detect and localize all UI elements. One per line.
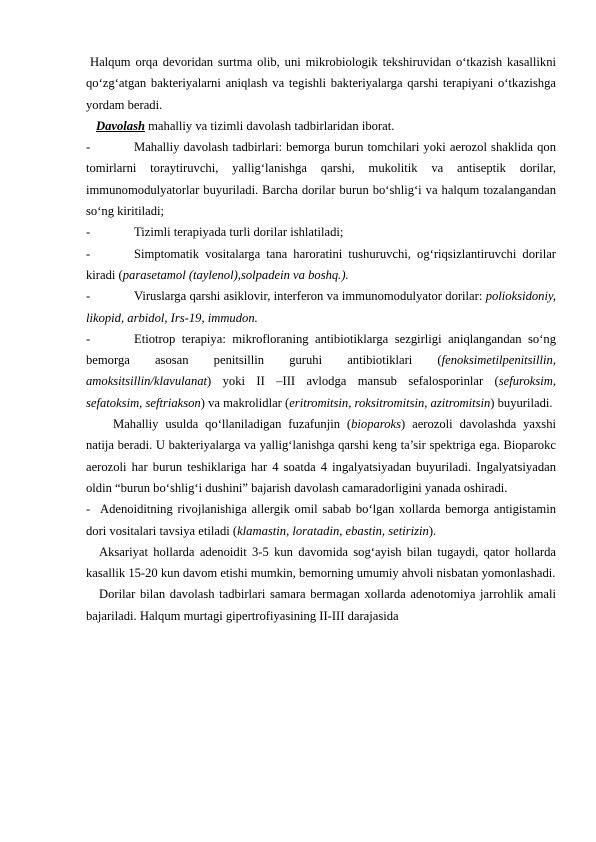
paragraph-text: Aksariyat hollarda adenoidit 3-5 kun davomida sog‘ayish bilan tugaydi, qator hollarda kasallik 15-20 kun davom etishi mumkin, bemorning umumiy ahvoli nisbatan yomonlashadi. [86, 544, 556, 581]
bullet-marker: - [86, 331, 91, 346]
paragraph-course [86, 542, 556, 585]
list-item-text: Etiotrop terapiya: mikrofloraning antibiotiklarga sezgirligi aniqlangandan so‘ng bemorga asosan penitsillin guruhi antibiotiklari ( [86, 331, 556, 368]
paragraph-text: Halqum orqa devoridan surtma olib, uni mikrobiologik tekshiruvidan o‘tkazish kasallikni qo‘zg‘atgan bakteriyalarni aniqlash va tegishli bakteriyalarga qarshi terapiyani o‘tkazishga yordam beradi. [86, 55, 556, 112]
list-item-text: Tizimli terapiyada turli dorilar ishlatiladi; [134, 225, 344, 240]
drug-names: polioksidoniy, likopid, arbidol, Irs-19, immudon. [86, 289, 556, 325]
paragraph-throat-swab [86, 52, 556, 116]
list-item-systemic-therapy [86, 222, 556, 243]
paragraph-surgery [86, 584, 556, 627]
list-item-text: Mahalliy davolash tadbirlari: bemorga burun tomchilari yoki aerozol shaklida qon tomirlarni toraytiruvchi, yallig‘lanishga qarshi, mukolitik va antiseptik dorilar, immunomodulyatorlar buyuriladi. Barcha dorilar burun bo‘shlig‘i va halqum tozalangandan so‘ng kiritiladi; [86, 140, 556, 219]
list-item-local-treatment [86, 137, 556, 222]
list-item-text: ) yoki II –III avlodga mansub sefalosporinlar ( [207, 374, 499, 389]
drug-names: eritromitsin, roksitromitsin, azitromitsin [289, 395, 491, 410]
paragraph-treatment-intro [86, 116, 556, 137]
document-page [86, 52, 556, 627]
section-lead-treatment: Davolash [96, 118, 145, 133]
bullet-marker: - [86, 246, 91, 261]
paragraph-text: mahalliy va tizimli davolash tadbirlaridan iborat. [144, 118, 395, 133]
drug-names: sefuroksim, sefatoksim, seftriakson [86, 374, 556, 410]
bullet-marker: - [86, 225, 91, 240]
list-item-allergic [86, 499, 556, 542]
list-item-text: ) va makrolidlar ( [200, 395, 290, 410]
drug-names: parasetamol (taylenol),solpadein va boshq.). [122, 267, 349, 282]
drug-names: fenoksimetilpenitsillin, amoksitsillin/klavulanat [86, 353, 556, 389]
list-item-antiviral [86, 286, 556, 329]
paragraph-text: Dorilar bilan davolash tadbirlari samara bermagan xollarda adenotomiya jarrohlik amali bajariladi. Halqum murtagi gipertrofiyasining II-III darajasida [86, 587, 556, 623]
bullet-marker: - [86, 289, 91, 304]
bullet-marker: - [86, 140, 91, 155]
paragraph-text: ) aerozoli davolashda yaxshi natija beradi. U bakteriyalarga va yallig‘lanishga qarshi keng ta’sir spektriga ega. Bioparokc aerozoli har burun teshiklariga har 4 soatda 4 ingalyatsiyadan buyuriladi. Ingalyatsiyadan oldin “burun bo‘shlig‘i dushini” bajarish davolash camaradorligini yanada oshiradi. [86, 417, 556, 495]
list-item-etiotropic [86, 329, 556, 414]
drug-names: klamastin, loratadin, ebastin, setirizin [237, 523, 429, 538]
paragraph-bioparox [86, 414, 556, 499]
list-item-text: ). [428, 523, 437, 538]
paragraph-text: Mahalliy usulda qo‘llaniladigan fuzafunjin ( [113, 417, 352, 432]
drug-names: bioparoks [351, 417, 402, 432]
bullet-marker: - [86, 502, 91, 517]
list-item-text: ) buyuriladi. [490, 395, 553, 410]
list-item-text: Simptomatik vositalarga tana haroratini tushuruvchi, og‘riqsizlantiruvchi dorilar kiradi ( [86, 246, 556, 282]
list-item-symptomatic [86, 244, 556, 287]
list-item-text: Adenoiditning rivojlanishiga allergik omil sabab bo‘lgan xollarda bemorga antigistamin dori vositalari tavsiya etiladi ( [86, 502, 556, 538]
list-item-text: Viruslarga qarshi asiklovir, interferon va immunomodulyator dorilar: [134, 289, 486, 304]
